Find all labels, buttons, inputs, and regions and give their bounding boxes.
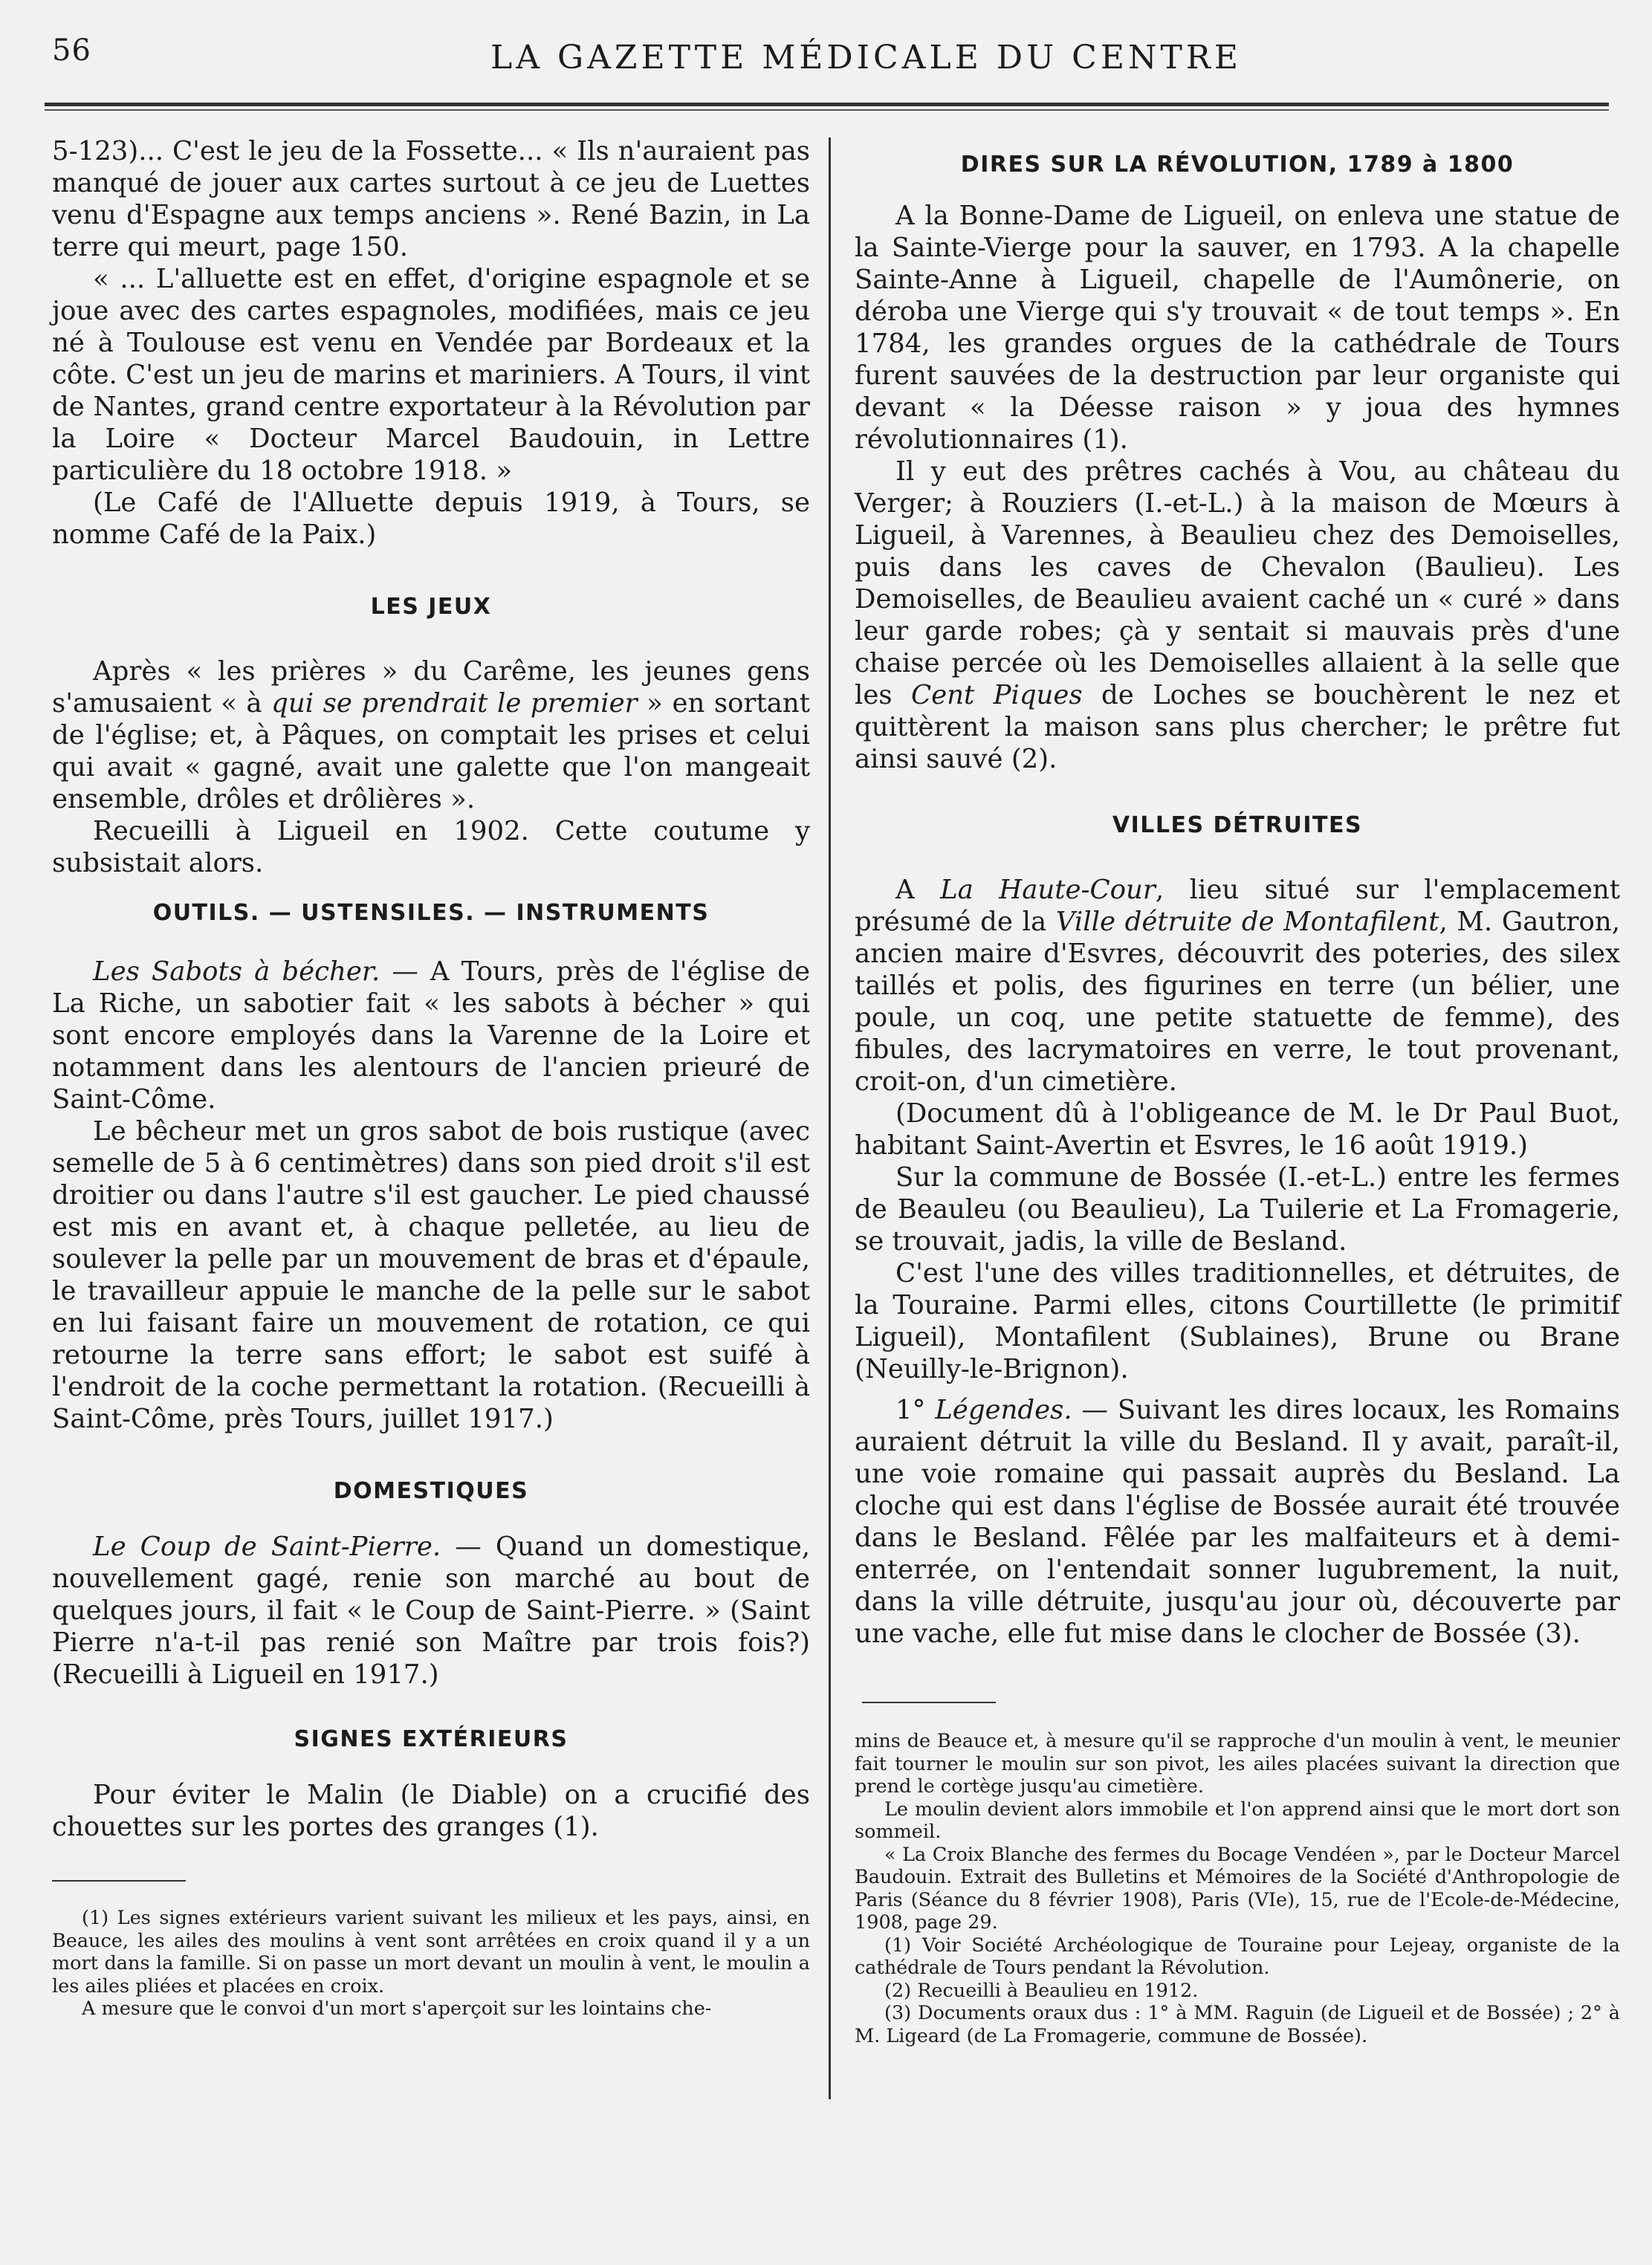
paragraph: Le Coup de Saint-Pierre. — Quand un domestique, nouvellement gagé, renie son marché au bout de quelques jours, il fait « le Coup de Saint-Pierre. » (Saint Pierre n'a-t-il pas renié son Maître par trois fois?)(Recueilli à Ligueil en 1917.) bbox=[52, 1532, 810, 1690]
footnote-rule bbox=[862, 1702, 996, 1703]
footnote: (3) Documents oraux dus : 1° à MM. Raguin (de Ligueil et de Bossée) ; 2° à M. Ligeard (de La Fromagerie, commune de Bossée). bbox=[855, 2002, 1620, 2047]
paragraph: Après « les prières » du Carême, les jeunes gens s'amusaient « à qui se prendrait le premier » en sortant de l'église; et, à Pâques, on comptait les prises et celui qui avait « gagné, avait une galette que l'on mangeait ensemble, drôles et drôlières ». bbox=[52, 656, 811, 814]
paragraph: Pour éviter le Malin (le Diable) on a crucifié des chouettes sur les portes des granges (1). bbox=[52, 1780, 810, 1842]
left-column bbox=[52, 135, 810, 2021]
right-column bbox=[855, 135, 1620, 2047]
header-rule bbox=[45, 103, 1609, 106]
section-heading-villes: VILLES DÉTRUITES bbox=[1112, 812, 1363, 838]
section-heading-domestiques: DOMESTIQUES bbox=[333, 1478, 529, 1504]
section-heading-jeux: LES JEUX bbox=[370, 594, 492, 620]
paragraph: (Document dû à l'obligeance de M. le Dr Paul Buot, habitant Saint-Avertin et Esvres, le 16 août 1919.) bbox=[855, 1098, 1620, 1161]
paragraph: « ... L'alluette est en effet, d'origine espagnole et se joue avec des cartes espagnoles, modifiées, mais ce jeu né à Toulouse est venu en Vendée par Bordeaux et la côte. C'est un jeu de marins et mariniers. A Tours, il vint de Nantes, grand centre exportateur à la Révolution par la Loire « Docteur Marcel Baudouin, in Lettre particulière du 18 octobre 1918. » bbox=[52, 264, 810, 486]
paragraph: Sur la commune de Bossée (I.-et-L.) entre les fermes de Beauleu (ou Beaulieu), La Tuilerie et La Fromagerie, se trouvait, jadis, la ville de Besland. bbox=[855, 1162, 1620, 1257]
footnote: mins de Beauce et, à mesure qu'il se rapproche d'un moulin à vent, le meunier fait tourner le moulin sur son pivot, les ailes placées suivant la direction que prend le cortège jusqu'au cimetière. bbox=[855, 1730, 1620, 1798]
paragraph: Les Sabots à bécher. — A Tours, près de l'église de La Riche, un sabotier fait « les sabots à bécher » qui sont encore employés dans la Varenne de la Loire et notamment dans les alentours de l'ancien prieuré de Saint-Côme. bbox=[52, 956, 810, 1115]
section-heading-outils: OUTILS. — USTENSILES. — INSTRUMENTS bbox=[152, 900, 710, 926]
page-header bbox=[0, 0, 1652, 111]
footnote: Le moulin devient alors immobile et l'on apprend ainsi que le mort dort son sommeil. bbox=[855, 1798, 1620, 1843]
footnote: A mesure que le convoi d'un mort s'aperçoit sur les lointains che- bbox=[82, 1997, 712, 2020]
footnote: « La Croix Blanche des fermes du Bocage Vendéen », par le Docteur Marcel Baudouin. Extrait des Bulletins et Mémoires de la Société d'Anthropologie de Paris (Séance du 8 février 1908), Paris (VIe), 15, rue de l'Ecole-de-Médecine, 1908, page 29. bbox=[855, 1843, 1620, 1934]
paragraph: Il y eut des prêtres cachés à Vou, au château du Verger; à Rouziers (I.-et-L.) à la maison de Mœurs à Ligueil, à Varennes, à Beaulieu chez des Demoiselles, puis dans les caves de Chevalon (Baulieu). Les Demoiselles, de Beaulieu avaient caché un « curé » dans leur garde robes; çà y sentait si mauvais près d'une chaise percée où les Demoiselles allaient à la selle que les Cent Piques de Loches se bouchèrent le nez et quittèrent la maison sans plus chercher; le prêtre fut ainsi sauvé (2). bbox=[855, 456, 1620, 774]
running-title: LA GAZETTE MÉDICALE DU CENTRE bbox=[490, 39, 1243, 77]
page-number: 56 bbox=[52, 33, 91, 68]
column-divider bbox=[829, 137, 831, 2099]
header-rule-thin bbox=[45, 109, 1609, 111]
paragraph: Recueilli à Ligueil en 1902. Cette coutume y subsistait alors. bbox=[52, 816, 810, 878]
footnote: (1) Voir Société Archéologique de Touraine pour Lejeay, organiste de la cathédrale de Tours pendant la Révolution. bbox=[855, 1934, 1620, 1979]
paragraph: (Le Café de l'Alluette depuis 1919, à Tours, se nomme Café de la Paix.) bbox=[52, 487, 810, 550]
paragraph: A la Bonne-Dame de Ligueil, on enleva une statue de la Sainte-Vierge pour la sauver, en 1793. A la chapelle Sainte-Anne à Ligueil, chapelle de l'Aumônerie, on déroba une Vierge qui s'y trouvait « de tout temps ». En 1784, les grandes orgues de la cathédrale de Tours furent sauvées de la destruction par leur organiste qui devant « la Déesse raison » y joua des hymnes révolutionnaires (1). bbox=[855, 201, 1620, 455]
footnote: (2) Recueilli à Beaulieu en 1912. bbox=[884, 1979, 1199, 2002]
paragraph: 1° Légendes. — Suivant les dires locaux, les Romains auraient détruit la ville du Besland. Il y avait, paraît-il, une voie romaine qui passait auprès du Besland. La cloche qui est dans l'église de Bossée aurait été trouvée dans le Besland. Fêlée par les malfaiteurs et à demi-enterrée, on l'entendait sonner lugubrement, la nuit, dans la ville détruite, jusqu'au jour où, découverte par une vache, elle fut mise dans le clocher de Bossée (3). bbox=[855, 1395, 1621, 1649]
footnote-rule bbox=[52, 1880, 186, 1882]
paragraph: 5-123)... C'est le jeu de la Fossette... « Ils n'auraient pas manqué de jouer aux cartes surtout à ce jeu de Luettes venu d'Espagne aux temps anciens ». René Bazin, in La terre qui meurt, page 150. bbox=[52, 136, 810, 262]
paragraph: C'est l'une des villes traditionnelles, et détruites, de la Touraine. Parmi elles, citons Courtillette (le primitif Ligueil), Montafilent (Sublaines), Brune ou Brane (Neuilly-le-Brignon). bbox=[855, 1258, 1620, 1384]
paragraph: A La Haute-Cour, lieu situé sur l'emplacement présumé de la Ville détruite de Montafilent, M. Gautron, ancien maire d'Esvres, découvrit des poteries, des silex taillés et polis, des figurines en terre (un bélier, une poule, un coq, une petite statuette de femme), des fibules, des lacrymatoires en verre, le tout provenant, croit-on, d'un cimetière. bbox=[855, 875, 1620, 1097]
section-heading-signes: SIGNES EXTÉRIEURS bbox=[294, 1726, 569, 1752]
paragraph: Le bêcheur met un gros sabot de bois rustique (avec semelle de 5 à 6 centimètres) dans son pied droit s'il est droitier ou dans l'autre s'il est gaucher. Le pied chaussé est mis en avant et, à chaque pelletée, au lieu de soulever la pelle par un mouvement de bras et d'épaule, le travailleur appuie le manche de la pelle sur le sabot en lui faisant faire un mouvement de rotation, ce qui retourne la terre sans effort; le sabot est suifé à l'endroit de la coche permettant la rotation. (Recueilli à Saint-Côme, près Tours, juillet 1917.) bbox=[52, 1116, 810, 1434]
footnote: (1) Les signes extérieurs varient suivant les milieux et les pays, ainsi, en Beauce, les ailes des moulins à vent sont arrêtées en croix quand il y a un mort dans la famille. Si on passe un mort devant un moulin à vent, le moulin a les ailes pliées et placées en croix. bbox=[52, 1907, 810, 1997]
section-heading-dires: DIRES SUR LA RÉVOLUTION, 1789 à 1800 bbox=[960, 152, 1515, 178]
